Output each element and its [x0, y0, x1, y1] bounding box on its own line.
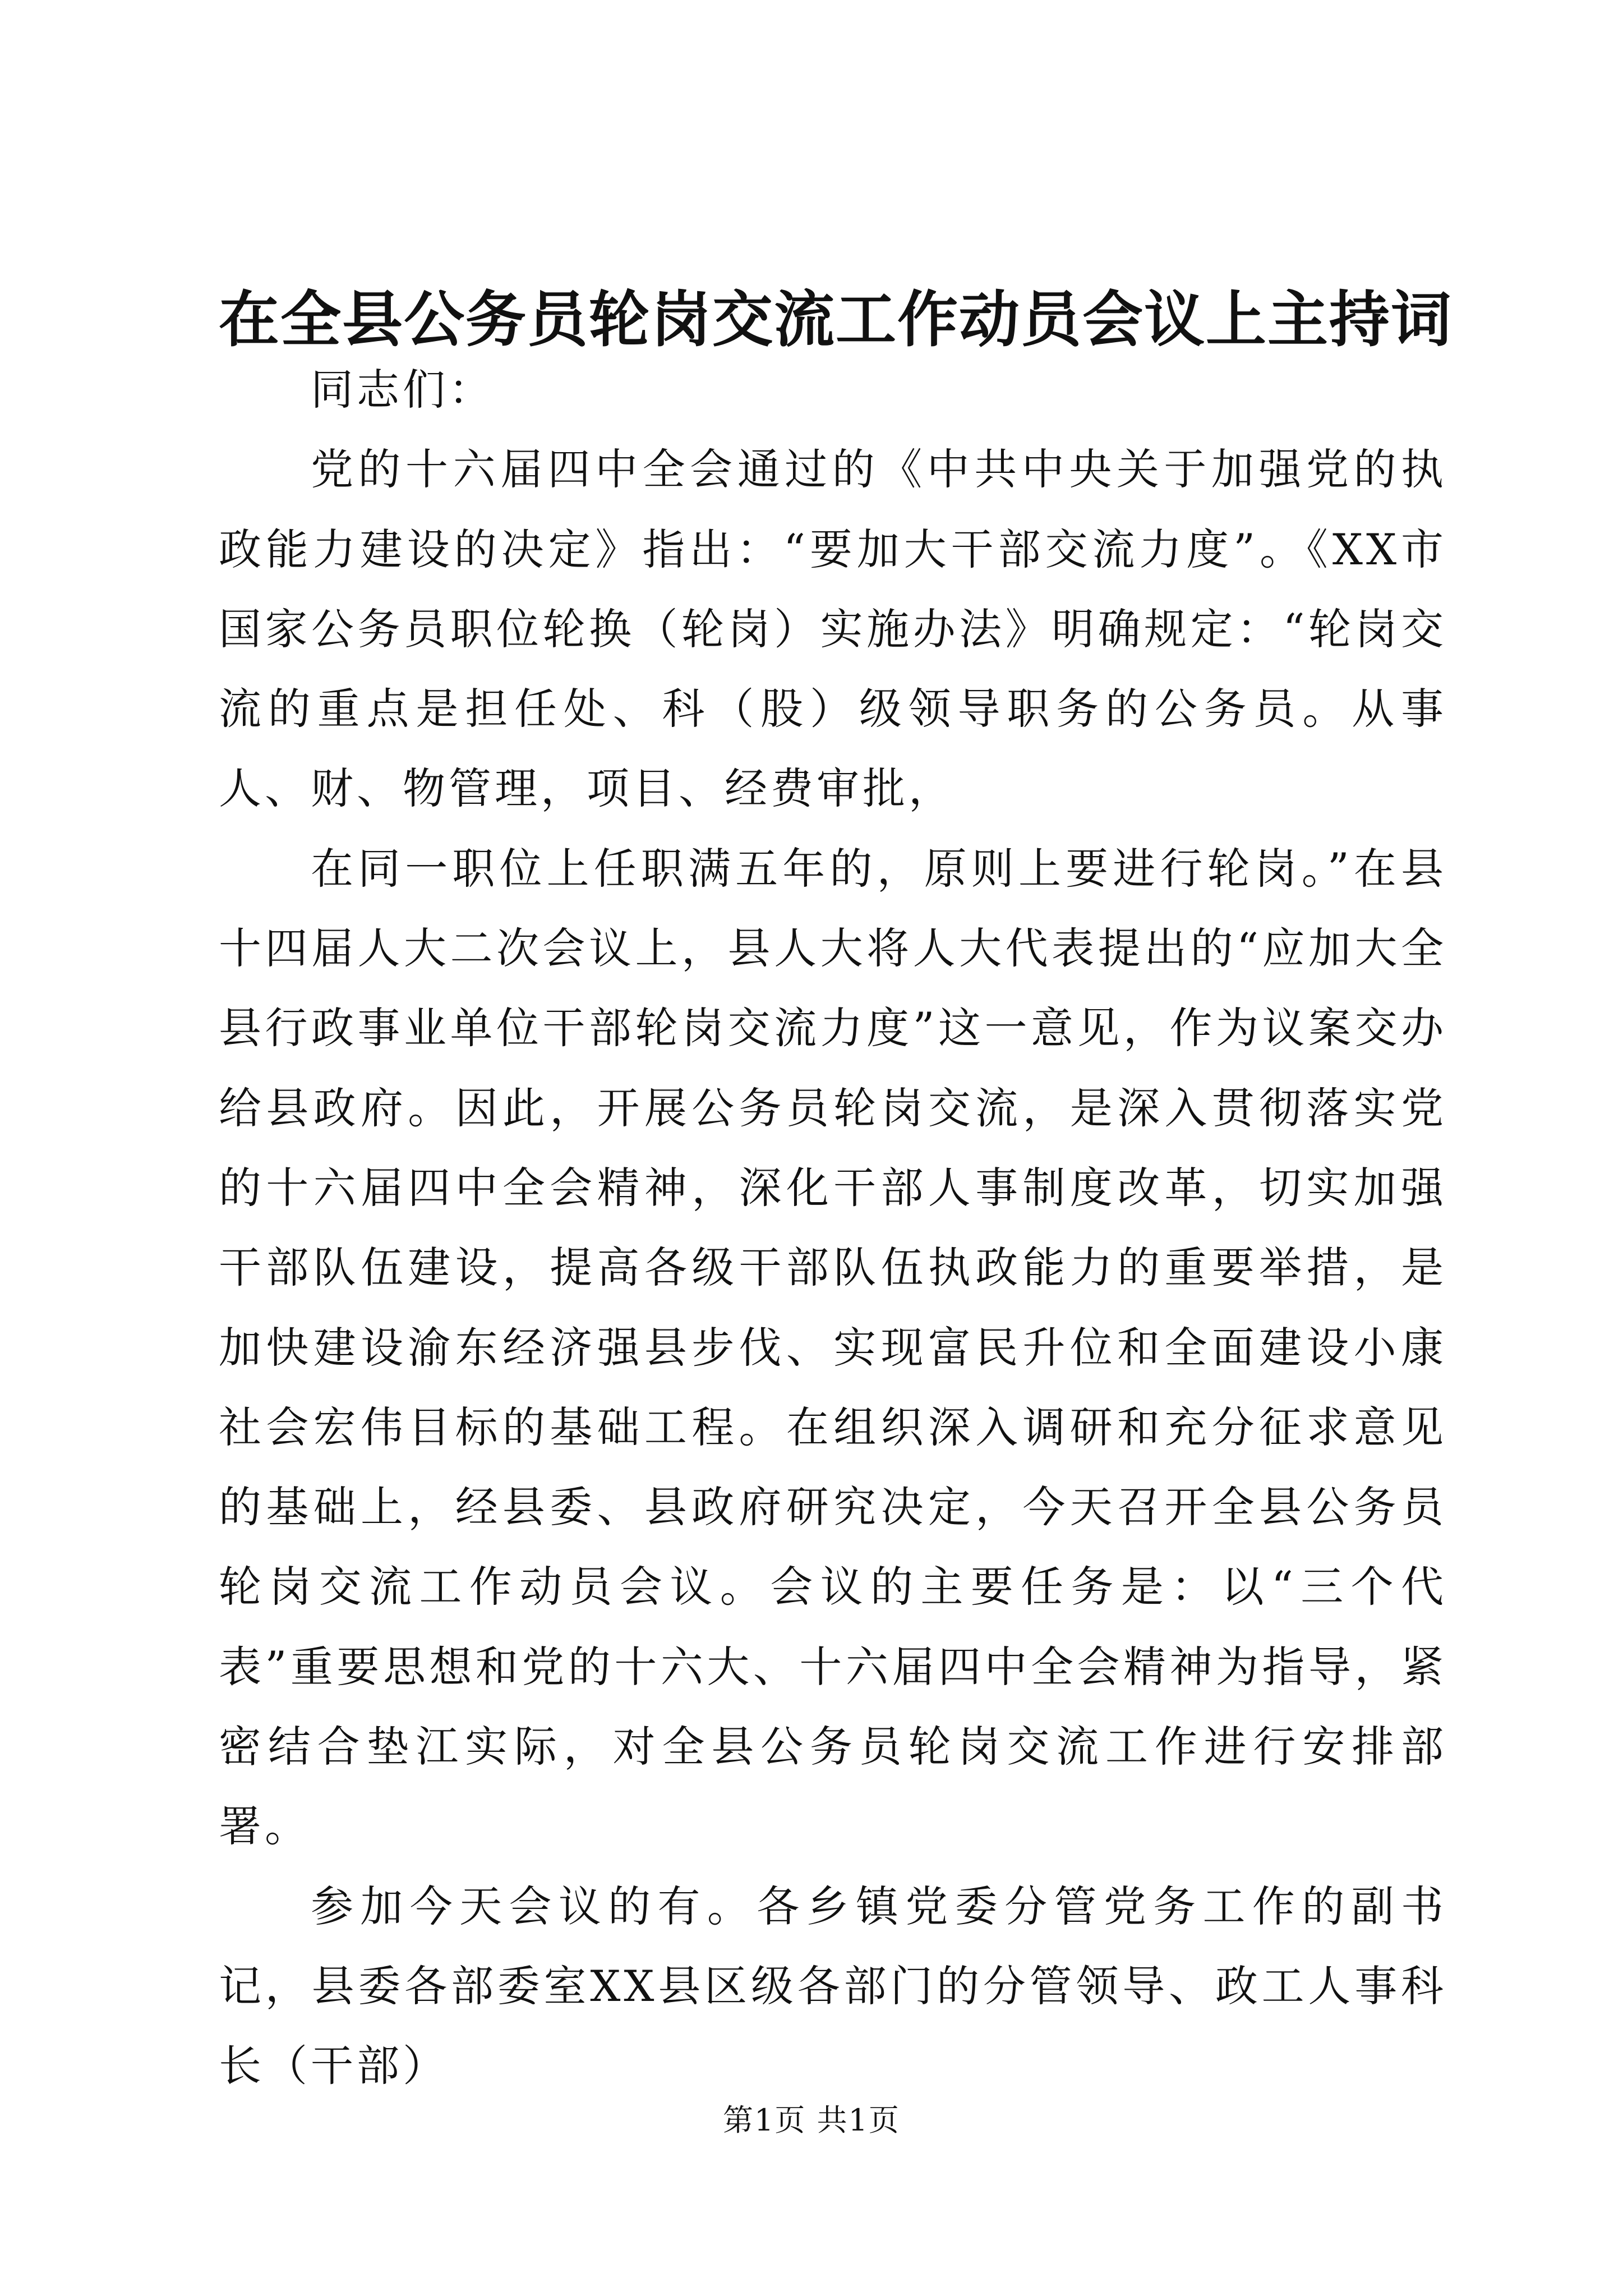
body-paragraph-2: 在同一职位上任职满五年的，原则上要进行轮岗。”在县十四届人大二次会议上，县人大将人大代表提出的“应加大全县行政事业单位干部轮岗交流力度”这一意见，作为议案交办给县政府。因此，开展公务员轮岗交流，是深入贯彻落实党的十六届四中全会精神，深化干部人事制度改革，切实加强干部队伍建设，提高各级干部队伍执政能力的重要举措，是加快建设渝东经济强县步伐、实现富民升位和全面建设小康社会宏伟目标的基础工程。在组织深入调研和充分征求意见的基础上，经县委、县政府研究决定，今天召开全县公务员轮岗交流工作动员会议。会议的主要任务是：以“三个代表”重要思想和党的十六大、十六届四中全会精神为指导，紧密结合垫江实际，对全县公务员轮岗交流工作进行安排部署。 [219, 843, 1447, 1852]
body-paragraph-1: 党的十六届四中全会通过的《中共中央关于加强党的执政能力建设的决定》指出：“要加大干部交流力度”。《XX市国家公务员职位轮换（轮岗）实施办法》明确规定：“轮岗交流的重点是担任处、科（股）级领导职务的公务员。从事人、财、物管理，项目、经费审批， [219, 444, 1447, 814]
document-body [219, 350, 1447, 2106]
salutation-paragraph: 同志们： [311, 365, 495, 415]
body-paragraph-3: 参加今天会议的有。各乡镇党委分管党务工作的副书记，县委各部委室XX县区级各部门的分管领导、政工人事科长（干部） [219, 1881, 1447, 2091]
document-title: 在全县公务员轮岗交流工作动员会议上主持词 [219, 284, 1453, 355]
page-footer: 第1页 共1页 [723, 2102, 900, 2138]
